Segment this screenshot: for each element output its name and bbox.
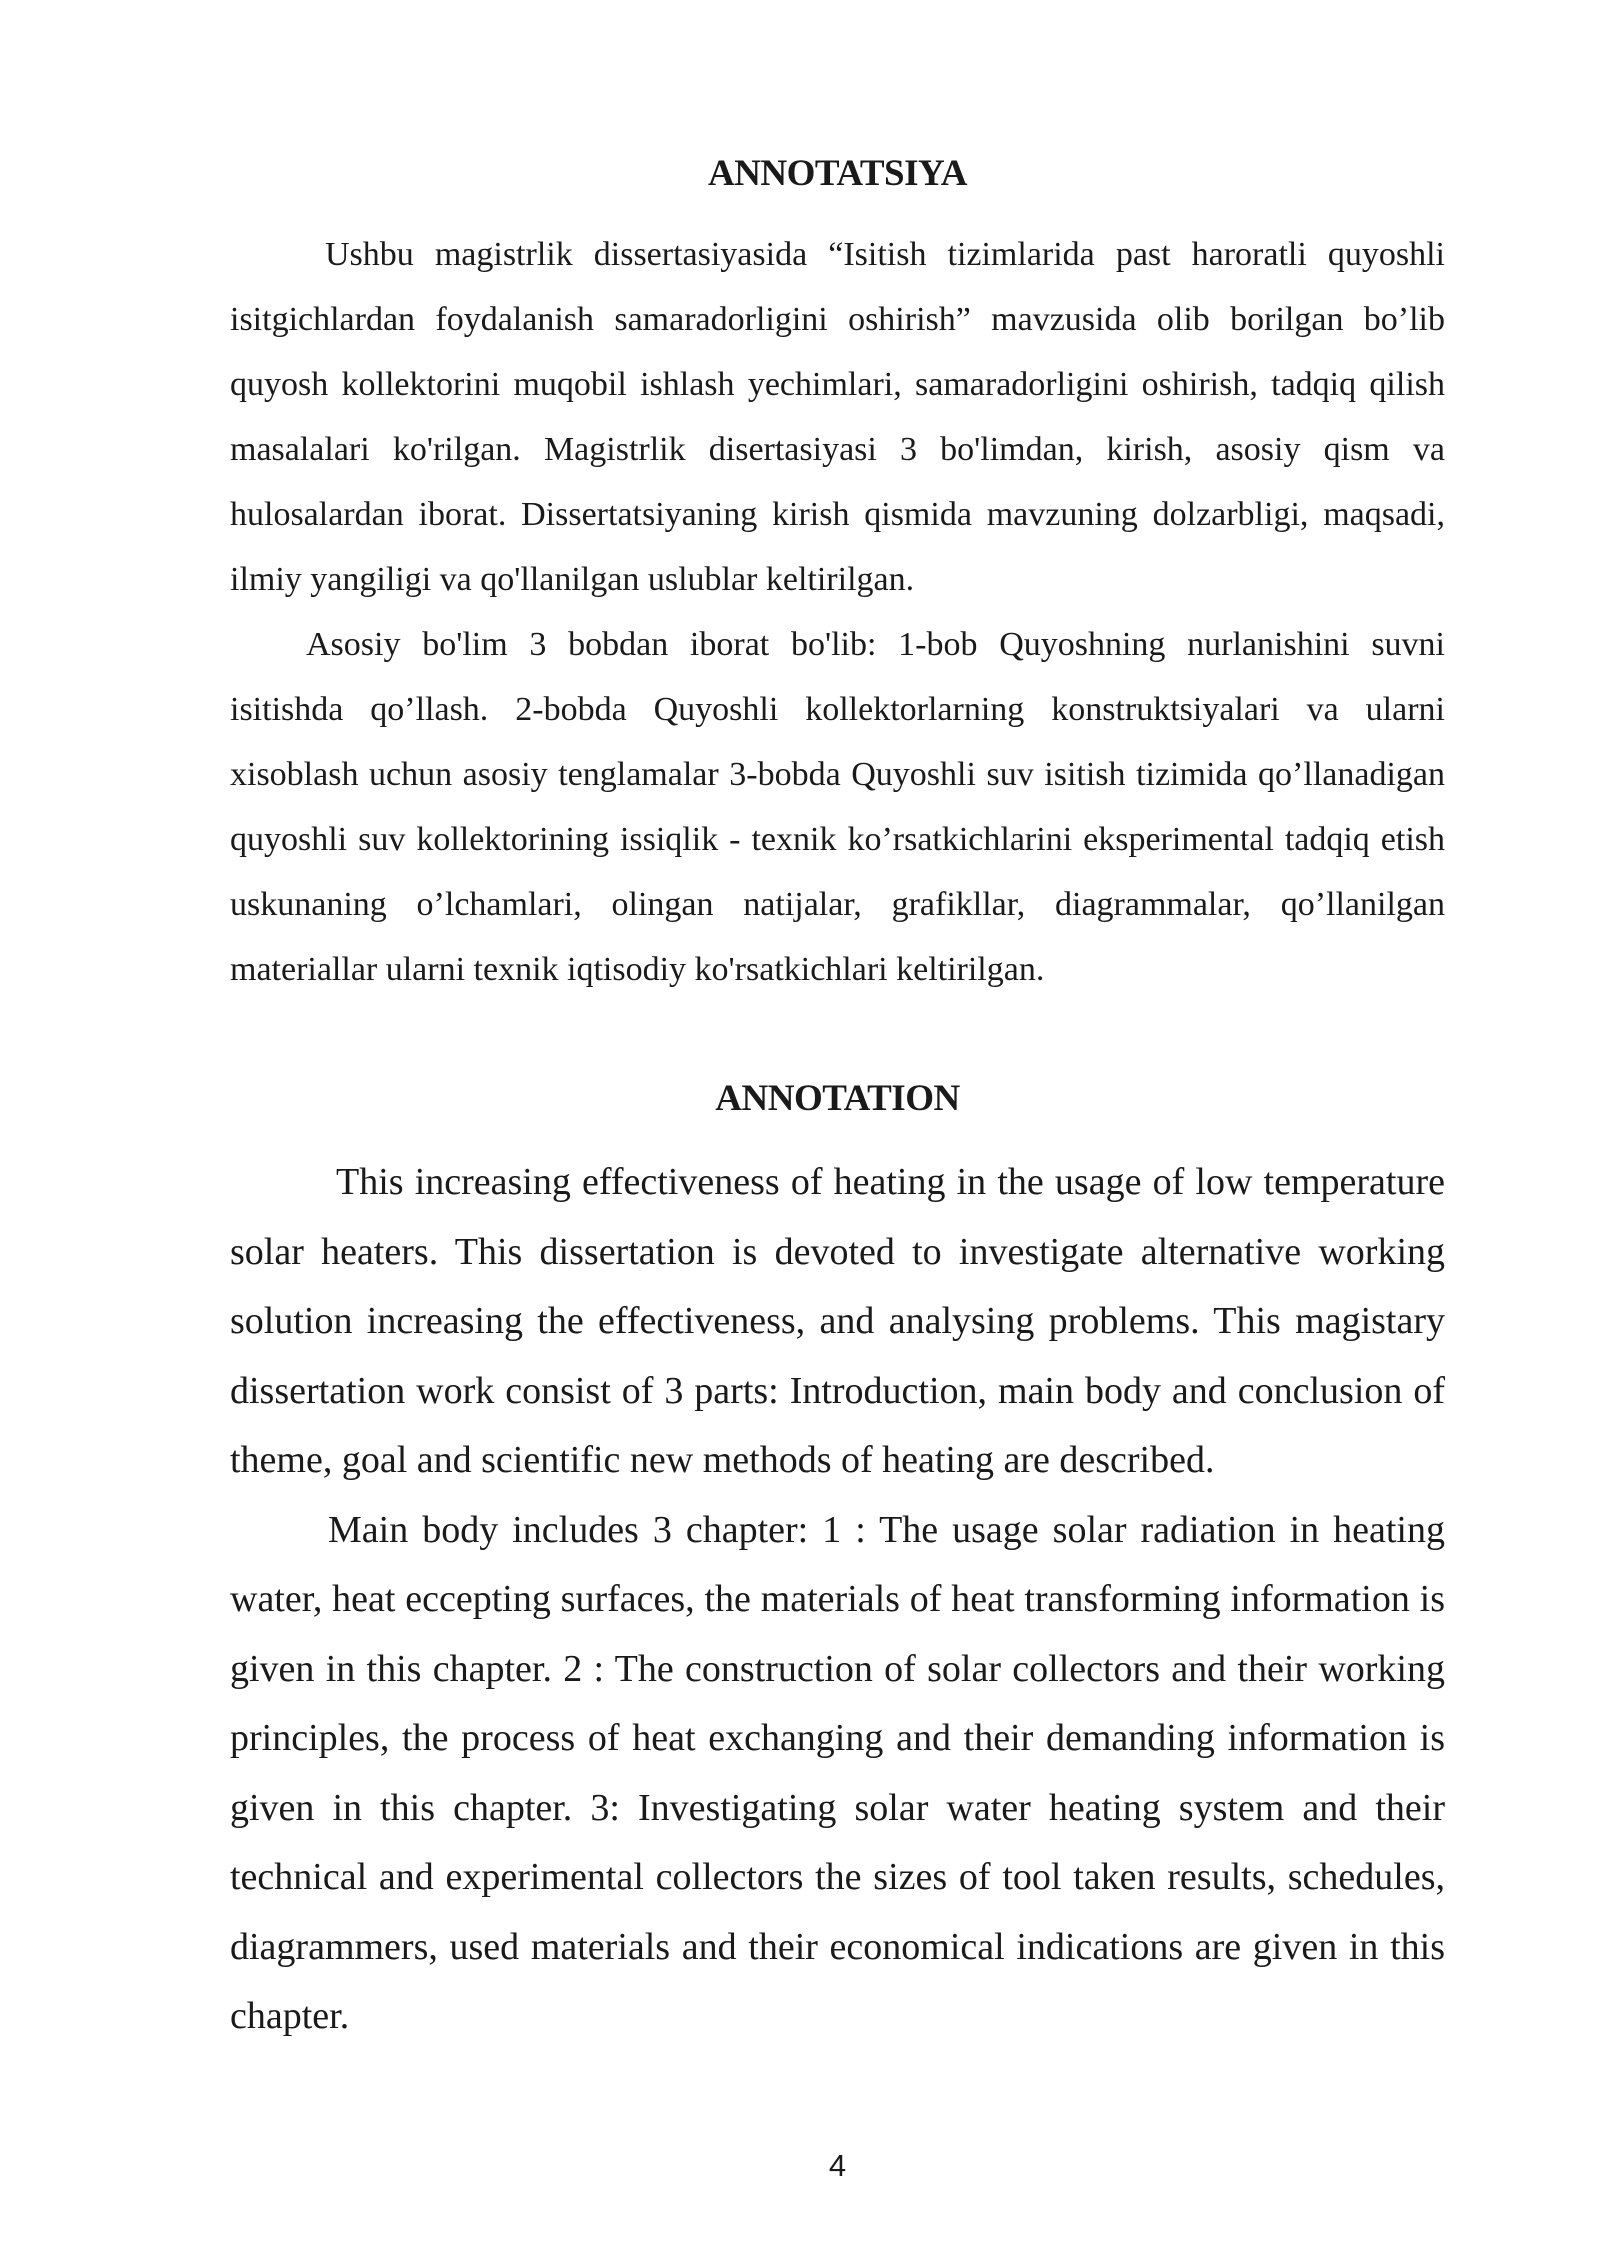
annotatsiya-heading: ANNOTATSIYA [707, 153, 968, 194]
annotation-paragraph-1: This increasing effectiveness of heating in the usage of low temperature solar heaters. This dissertation is devoted to investigate alternative working solution increasing the effectiveness, and analysing problems. This magistary dissertation work consist of 3 parts: Introduction, main body and conclusion of theme, goal and scientific new methods of heating are described. [230, 1161, 1445, 1481]
annotatsiya-paragraph-1: Ushbu magistrlik dissertasiyasida “Isitish tizimlarida past haroratli quyoshli isitgichlardan foydalanish samaradorligini oshirish” mavzusida olib borilgan bo’lib quyosh kollektorini muqobil ishlash yechimlari, samaradorligini oshirish, tadqiq qilish masalalari ko'rilgan. Magistrlik disertasiyasi 3 bo'limdan, kirish, asosiy qism va hulosalardan iborat. Dissertatsiyaning kirish qismida mavzuning dolzarbligi, maqsadi, ilmiy yangiligi va qo'llanilgan uslublar keltirilgan. [230, 236, 1445, 598]
annotation-paragraph-2: Main body includes 3 chapter: 1 : The usage solar radiation in heating water, heat eccepting surfaces, the materials of heat transforming information is given in this chapter. 2 : The construction of solar collectors and their working principles, the process of heat exchanging and their demanding information is given in this chapter. 3: Investigating solar water heating system and their technical and experimental collectors the sizes of tool taken results, schedules, diagrammers, used materials and their economical indications are given in this chapter. [230, 1508, 1445, 2037]
annotatsiya-body [230, 222, 1445, 1002]
annotatsiya-paragraph-2: Asosiy bo'lim 3 bobdan iborat bo'lib: 1-bob Quyoshning nurlanishini suvni isitishda qo’llash. 2-bobda Quyoshli kollektorlarning konstruktsiyalari va ularni xisoblash uchun asosiy tenglamalar 3-bobda Quyoshli suv isitish tizimida qo’llanadigan quyoshli suv kollektorining issiqlik - texnik ko’rsatkichlarini eksperimental tadqiq etish uskunaning o’lchamlari, olingan natijalar, grafikllar, diagrammalar, qo’llanilgan materiallar ularni texnik iqtisodiy ko'rsatkichlari keltirilgan. [230, 626, 1445, 988]
annotation-heading: ANNOTATION [715, 1078, 960, 1119]
annotation-body [230, 1148, 1445, 2052]
page-number: 4 [828, 2148, 847, 2183]
